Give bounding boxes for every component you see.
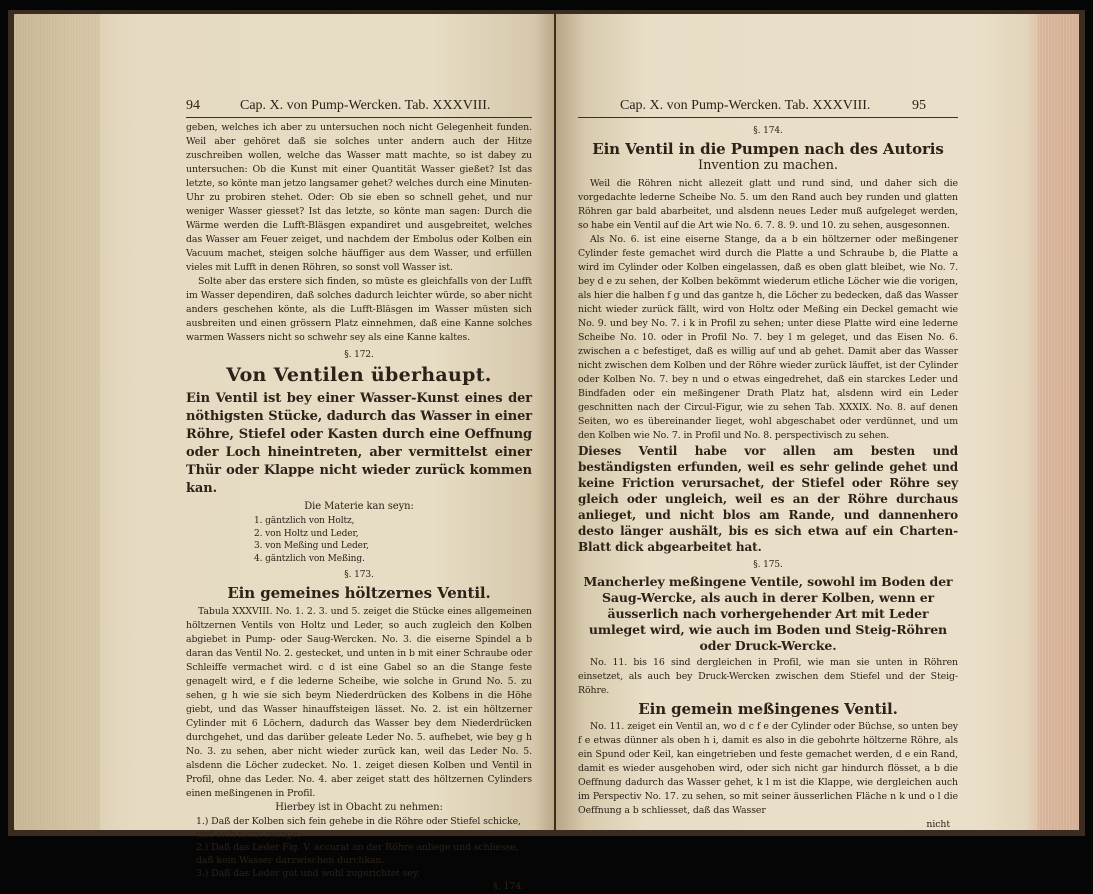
right-catchword: nicht [926,819,950,830]
materials-item: 1. gäntzlich von Holtz, [254,516,355,526]
materials-list [186,515,532,565]
materials-item: 3. von Meßing und Leder, [254,541,369,552]
definition-paragraph: Ein Ventil ist bey einer Wasser-Kunst eines der nöthigsten Stücke, dadurch das Wasser in einer Röhre, Stiefel oder Kasten durch eine Oeffnung oder Loch hineintreten, aber vermittelst einer Thür oder Klappe nicht wieder zurück kommen kan. [186,391,532,496]
right-page-number: 95 [912,98,926,113]
bold-paragraph-174: Dieses Ventil habe vor allen am besten und beständigsten erfunden, weil es sehr gelinde gehet und keine Friction verursachet, der Stiefel oder Röhre sey gleich oder ungleich, weil es an der Röhre durchaus anlieget, und nicht blos am Rande, und dannenhero desto länger aushält, bis es sich etwa auf ein Charten-Blatt dick abgearbeitet hat. [578,444,958,554]
section-172-label: §. 172. [344,350,374,360]
heading-173: Ein gemeines höltzernes Ventil. [227,584,491,603]
note-item: 2.) Daß das Leder Fig. V. accurat an der Röhre anliege und schliesse, daß kein Wasser darzwischen durchkan. [196,842,519,867]
left-intro-paragraph: geben, welches ich aber zu untersuchen noch nicht Gelegenheit funden. Weil aber gehöret daß sie solches unter andern auch der Hitze zuschreiben wollen, welche das Wasser matt machte, so ist dabey zu untersuchen: Ob die Kunst mit einer Quantität Wasser gießet? Ist das letzte, so könte man jetzo langsamer gehet? welches durch eine Minuten-Uhr zu probiren stehet. Oder: Ob sie eben so schnell gehet, und nur weniger Wasser giesset? Ist das letzte, so könte man sagen: Durch die Wärme werden die Lufft-Bläsgen expandiret und ausgebreitet, welches das Wasser am Feuer zeiget, und nachdem der Embolus oder Kolben ein Vacuum machet, steigen solche häuffiger aus dem Wasser, und erfüllen vieles mit Lufft in denen Röhren, so sonst voll Wasser ist. [186,122,532,273]
materials-item: 2. von Holtz und Leder, [254,528,359,539]
left-head-rule [186,117,532,118]
right-head-rule [578,117,958,118]
note-item: 3.) Daß das Leder gut und wohl zugerichtet sey. [196,868,420,880]
heading-172: Von Ventilen überhaupt. [226,364,492,386]
heading-174: Ein Ventil in die Pumpen nach des Autoris [592,140,944,158]
section-174-label: §. 174. [753,126,783,136]
left-page-edges [14,14,100,830]
right-page [556,14,1079,830]
heading-175: Mancherley meßingene Ventile, sowohl im Boden der Saug-Wercke, als auch in derer Kolben, wenn er äusserlich nach vorhergehender Art mit Leder umleget wird, wie auch im Boden und Steig-Röhren oder Druck-Wercke. [583,574,953,653]
right-page-edges [1038,14,1079,830]
section-173-label: §. 173. [344,570,374,581]
section-175-label: §. 175. [753,560,783,570]
heading-175b: Ein gemein meßingenes Ventil. [638,700,898,718]
materials-item: 4. gäntzlich von Meßing. [254,553,365,564]
left-catchword: §. 174. [493,881,524,893]
left-second-paragraph: Solte aber das erstere sich finden, so müste es gleichfalls von der Lufft im Wasser dependiren, daß solches dadurch leichter würde, so aber nicht anders geschehen könte, als die Lufft-Bläsgen im Wasser müsten sich ausbreiten und einen grössern Platz einnehmen, daß eine Kanne solches warmen Wassers nicht so schwehr sey als eine Kanne kaltes. [186,276,532,343]
subheading-174: Invention zu machen. [698,158,838,173]
paragraph-173: Tabula XXXVIII. No. 1. 2. 3. und 5. zeiget die Stücke eines allgemeinen höltzernen Ventils von Holtz und Leder, so auch zugleich den Kolben abgiebet in Pump- oder Saug-Wercken. No. 3. die eiserne Spindel a b daran das Ventil No. 2. gestecket, und unten in b mit einer Schraube oder Schleiffe vermachet wird. c d ist eine Gabel so an die Stange feste genagelt wird, e f die lederne Scheibe, wie solche in Grund No. 5. zu sehen, g h wie sie sich beym Niederdrücken des Kolbens in die Höhe giebt, und das Wasser hinauffsteigen lässet. No. 2. ist ein höltzerner Cylinder mit 6 Löchern, dadurch das Wasser bey dem Niederdrücken durchgehet, und das darüber geleate Leder No. 5. aufhebet, wie bey g h No. 3. zu sehen, aber nicht wieder zurück kan, weil das Leder No. 5. alsdenn die Löcher zudecket. No. 1. zeiget diesen Kolben und Ventil in Profil, ohne das Leder. No. 4. aber zeiget statt des höltzernen Cylinders einen meßingenen in Profil. [186,606,532,800]
left-text-block [186,121,532,894]
book-spread [8,10,1085,893]
observe-heading: Hierbey ist in Obacht zu nehmen: [275,802,443,814]
paragraph-175a: No. 11. bis 16 sind dergleichen in Profil, wie man sie unten in Röhren einsetzet, als auch bey Druck-Wercken zwischen dem Stiefel und der Steig-Röhre. [578,657,958,696]
paragraph-175b: No. 11. zeiget ein Ventil an, wo d c f e der Cylinder oder Büchse, so unten bey f e etwas dünner als oben h i, damit es also in die gebohrte höltzerne Röhre, als ein Spund oder Keil, kan eingetrieben und feste gemachet werden, d e ein Rand, damit es wieder ausgehoben wird, oder sich nicht gar hindurch flösset, a b die Oeffnung dadurch das Wasser gehet, k l m ist die Klappe, wie dergleichen auch im Perspectiv No. 17. zu sehen, so mit seiner äusserlichen Fläche n k und o l die Oeffnung a b schliesset, daß das Wasser [578,721,958,816]
paragraph-174a: Weil die Röhren nicht allezeit glatt und rund sind, und daher sich die vorgedachte lederne Scheibe No. 5. um den Rand auch bey runden und glatten Röhren gar bald abarbeitet, und alsdenn neues Leder muß aufgeleget werden, so habe ein Ventil auf die Art wie No. 6. 7. 8. 9. und 10. zu sehen, ausgesonnen. [578,178,958,231]
notes-list [186,815,532,880]
left-page-number: 94 [186,98,200,113]
note-item: 1.) Daß der Kolben sich fein gehebe in die Röhre oder Stiefel schicke, und sich nicht zwinge. [196,816,521,841]
right-running-head: Cap. X. von Pump-Wercken. Tab. XXXVIII. [620,98,871,113]
materials-heading: Die Materie kan seyn: [304,501,414,512]
paragraph-174b: Als No. 6. ist eine eiserne Stange, da a b ein höltzerner oder meßingener Cylinder feste gemachet wird durch die Platte a und Schraube b, die Platte a wird im Cylinder oder Kolben eingelassen, daß es oben glatt bleibet, wie No. 7. bey d e zu sehen, der Kolben bekömmt wiederum etliche Löcher wie die vorigen, als hier die halben f g und das gantze h, die Löcher zu bedecken, daß das Wasser nicht wieder zurück fällt, wird von Holtz oder Meßing ein Deckel gemacht wie No. 9. und bey No. 7. i k in Profil zu sehen; unter diese Platte wird eine lederne Scheibe No. 10. oder in Profil No. 7. bey l m geleget, und das Eisen No. 6. zwischen a c befestiget, daß es willig auf und ab gehet. Damit aber das Wasser nicht zwischen dem Kolben und der Röhre wieder zurück läuffet, ist der Cylinder oder Kolben No. 7. bey n und o etwas eingedrehet, daß ein starckes Leder und Bindfaden oder ein meßingener Drath Platz hat, alsdenn wird ein Leder geschnitten nach der Circul-Figur, wie zu sehen Tab. XXXIX. No. 8. auf denen Seiten, wo es übereinander lieget, wohl abgeschabet oder verdünnet, und um den Kolben wie No. 7. in Profil und No. 8. perspectivisch zu sehen. [578,234,958,441]
right-text-block [578,121,958,832]
left-running-head: Cap. X. von Pump-Wercken. Tab. XXXVIII. [240,98,491,113]
